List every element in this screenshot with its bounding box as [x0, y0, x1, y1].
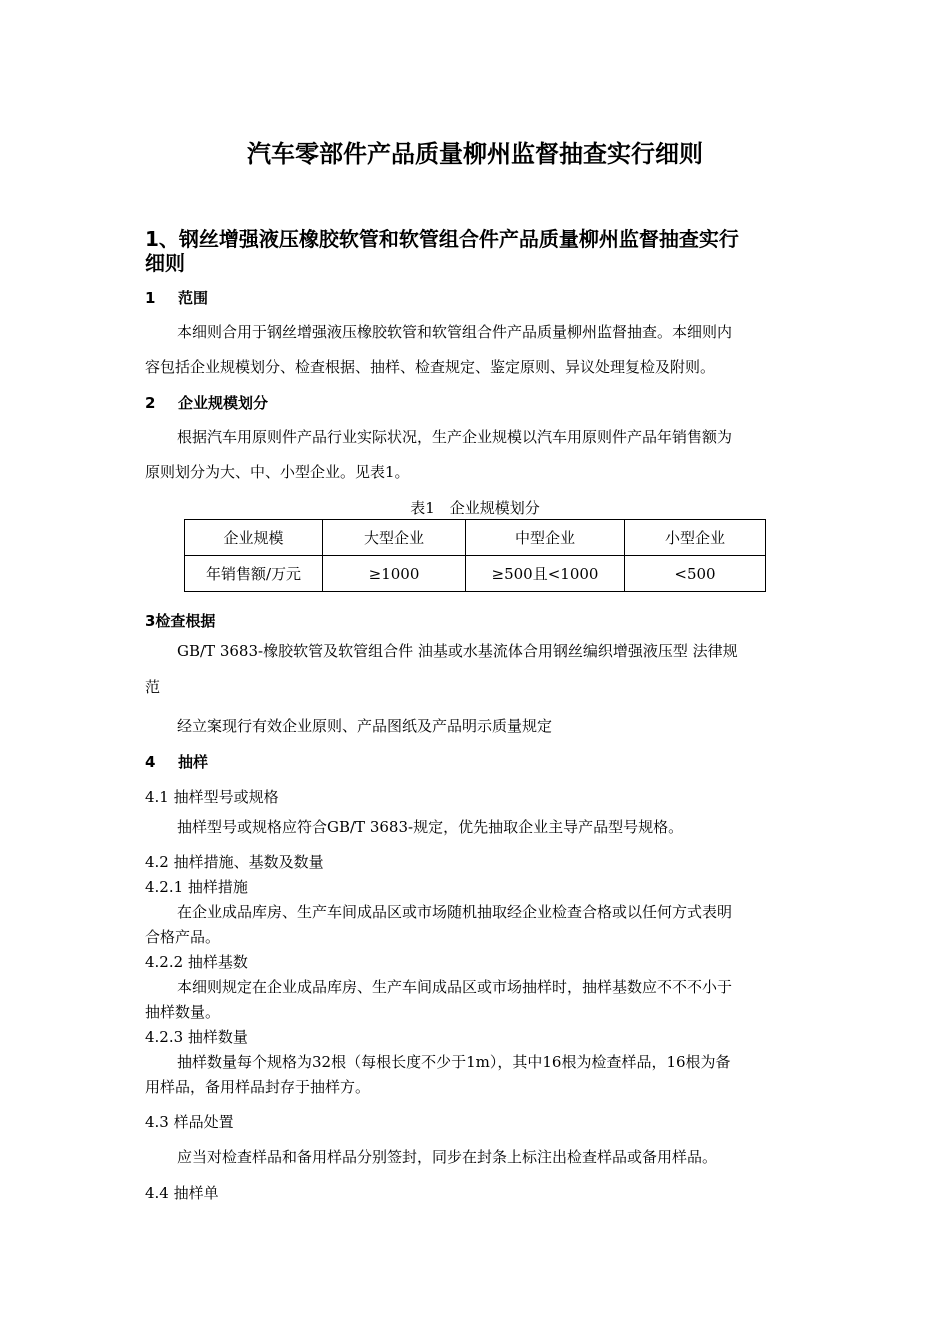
section-heading-line2: 细则: [145, 251, 185, 275]
section-heading-line1: 1、钢丝增强液压橡胶软管和软管组合件产品质量柳州监督抽查实行: [145, 227, 739, 251]
paragraph-line: 容包括企业规模划分、检查根据、抽样、检查规定、鉴定原则、异议处理复检及附则。: [145, 358, 716, 376]
table-caption: 表1 企业规模划分: [410, 499, 540, 517]
table-cell: 企业规模: [185, 520, 323, 556]
table-cell: 中型企业: [466, 520, 625, 556]
table-cell: ≥1000: [323, 556, 466, 592]
table-header-row: [185, 520, 766, 556]
paragraph-line: 在企业成品库房、生产车间成品区或市场随机抽取经企业检查合格或以任何方式表明: [177, 903, 733, 921]
table-row: [185, 556, 766, 592]
paragraph-line: 抽样数量。: [145, 1003, 221, 1021]
heading-number: 1: [145, 289, 156, 307]
paragraph-line: 合格产品。: [145, 928, 221, 946]
subheading: 4.2 抽样措施、基数及数量: [145, 853, 324, 871]
subheading: 4.3 样品处置: [145, 1113, 234, 1131]
table-cell: <500: [625, 556, 766, 592]
paragraph-line: 本细则合用于钢丝增强液压橡胶软管和软管组合件产品质量柳州监督抽查。本细则内: [177, 323, 733, 341]
table-cell: 小型企业: [625, 520, 766, 556]
document-title: 汽车零部件产品质量柳州监督抽查实行细则: [247, 140, 703, 168]
subheading: 4.1 抽样型号或规格: [145, 788, 279, 806]
heading-number: 2: [145, 394, 156, 412]
heading-scope: [145, 287, 208, 308]
heading-text: 范围: [178, 289, 209, 307]
heading-enterprise-scale: [145, 392, 268, 413]
paragraph-line: 抽样数量每个规格为32根（每根长度不少于1m），其中16根为检查样品，16根为备: [177, 1053, 731, 1071]
paragraph-line: 抽样型号或规格应符合GB/T 3683-规定，优先抽取企业主导产品型号规格。: [177, 818, 684, 836]
subheading: 4.2.3 抽样数量: [145, 1028, 248, 1046]
paragraph-line: 本细则规定在企业成品库房、生产车间成品区或市场抽样时，抽样基数应不不不小于: [177, 978, 733, 996]
paragraph-line: 范: [145, 678, 161, 696]
subheading: 4.2.2 抽样基数: [145, 953, 248, 971]
heading-inspection-basis: 3检查根据: [145, 612, 216, 630]
heading-sampling: [145, 751, 208, 772]
table-cell: ≥500且<1000: [466, 556, 625, 592]
paragraph-line: 根据汽车用原则件产品行业实际状况，生产企业规模以汽车用原则件产品年销售额为: [177, 428, 733, 446]
paragraph-line: 经立案现行有效企业原则、产品图纸及产品明示质量规定: [177, 717, 553, 735]
paragraph-line: 应当对检查样品和备用样品分别签封，同步在封条上标注出检查样品或备用样品。: [177, 1148, 718, 1166]
paragraph-line: 用样品，备用样品封存于抽样方。: [145, 1078, 371, 1096]
paragraph-line: GB/T 3683-橡胶软管及软管组合件 油基或水基流体合用钢丝编织增强液压型 法律规: [177, 642, 738, 660]
heading-text: 企业规模划分: [178, 394, 269, 412]
paragraph-line: 原则划分为大、中、小型企业。见表1。: [145, 463, 410, 481]
table-cell: 大型企业: [323, 520, 466, 556]
subheading: 4.2.1 抽样措施: [145, 878, 248, 896]
table-cell: 年销售额/万元: [185, 556, 323, 592]
heading-number: 4: [145, 753, 156, 771]
enterprise-scale-table: [184, 519, 766, 592]
subheading: 4.4 抽样单: [145, 1184, 219, 1202]
heading-text: 抽样: [178, 753, 209, 771]
